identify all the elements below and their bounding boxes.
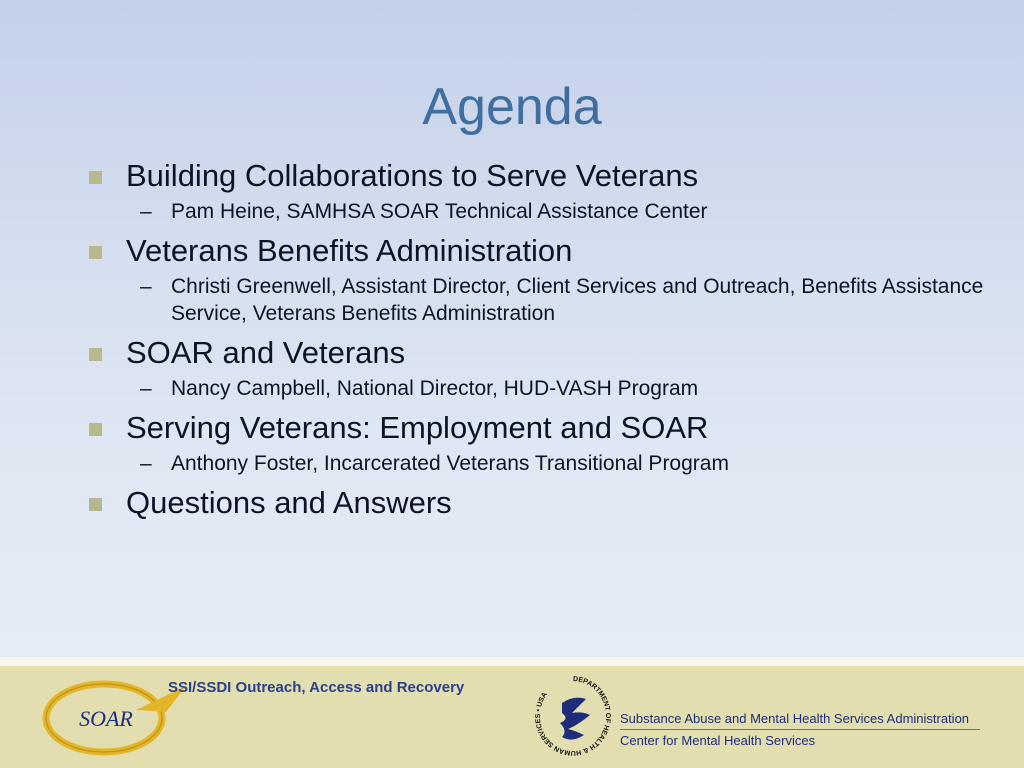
agenda-subitem [126,375,985,402]
agenda-subitem-text: Nancy Campbell, National Director, HUD-VASH Program [171,377,699,400]
agenda-subitem-text: Anthony Foster, Incarcerated Veterans Transitional Program [171,452,729,475]
footer-divider [620,729,980,730]
agenda-item [85,158,985,225]
agenda-item [85,233,985,327]
hhs-eagle-icon [560,698,590,740]
footer-separator [0,657,1024,666]
dash-bullet-icon: – [140,275,152,298]
square-bullet-icon [89,246,102,259]
agenda-item-label: Serving Veterans: Employment and SOAR [126,410,709,445]
soar-logo-wordmark: SOAR [79,706,133,731]
agenda-subitem [126,198,985,225]
dash-bullet-icon: – [140,200,152,223]
agenda-subitem [126,273,985,327]
agenda-item [85,335,985,402]
cmhs-name: Center for Mental Health Services [620,733,816,748]
agenda-item-label: Questions and Answers [126,485,452,520]
agenda-subitems [126,198,985,225]
square-bullet-icon [89,423,102,436]
agenda-subitems [126,450,985,477]
slide-title: Agenda [422,77,602,136]
soar-tagline: SSI/SSDI Outreach, Access and Recovery [168,679,465,696]
hhs-seal-text: DEPARTMENT OF HEALTH & HUMAN SERVICES • USA [534,675,611,757]
dash-bullet-icon: – [140,452,152,475]
agenda-item-label: SOAR and Veterans [126,335,406,370]
hhs-seal-icon [532,673,614,759]
agenda-item [85,410,985,477]
agenda-subitem-text: Christi Greenwell, Assistant Director, Client Services and Outreach, Benefits Assistance Service, Veterans Benefits Administration [171,275,984,325]
dash-bullet-icon: – [140,377,152,400]
agenda-subitem [126,450,985,477]
agenda-subitems [126,375,985,402]
square-bullet-icon [89,171,102,184]
agenda-subitems [126,273,985,327]
agenda-subitem-text: Pam Heine, SAMHSA SOAR Technical Assistance Center [171,200,708,223]
square-bullet-icon [89,498,102,511]
square-bullet-icon [89,348,102,361]
agenda-item [85,485,985,521]
agenda-list [85,158,985,527]
agenda-item-label: Veterans Benefits Administration [126,233,573,268]
samhsa-name: Substance Abuse and Mental Health Services Administration [620,711,970,726]
agenda-item-label: Building Collaborations to Serve Veterans [126,158,699,193]
